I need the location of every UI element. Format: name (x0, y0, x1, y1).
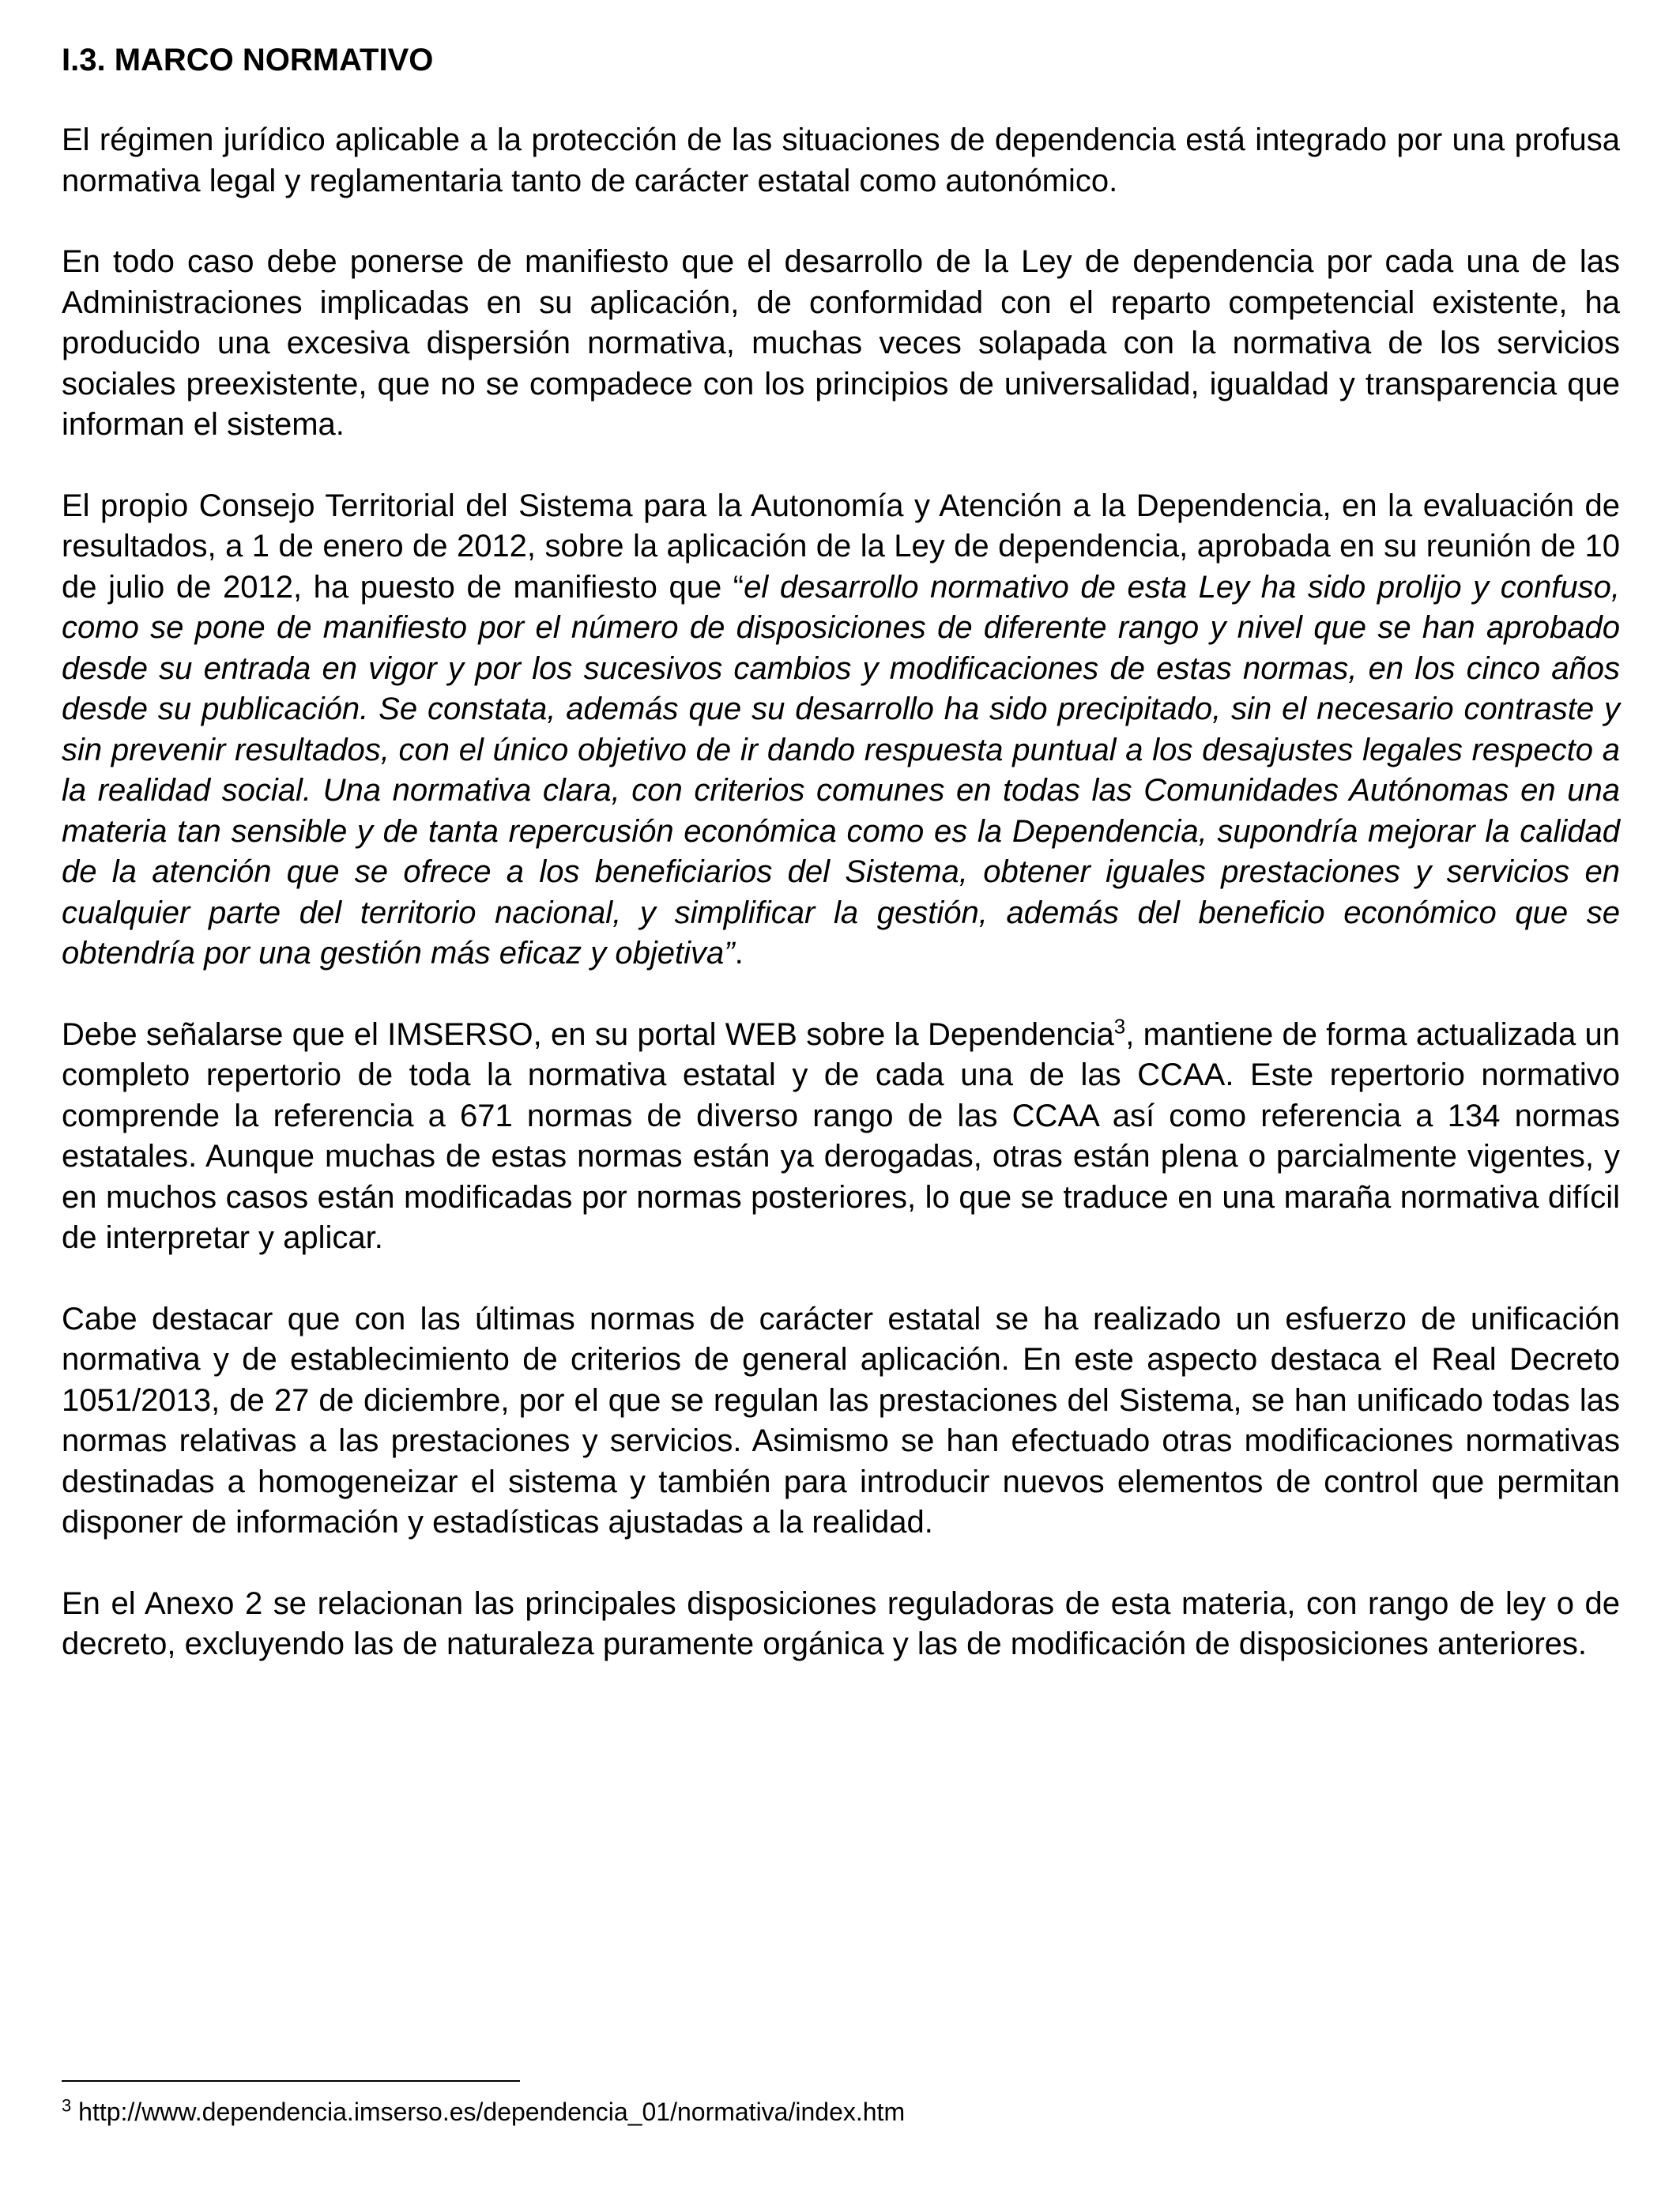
footnote-number: 3 (62, 2095, 72, 2116)
paragraph-imserso-repertoire (62, 1015, 1620, 1259)
paragraph-legal-regime: El régimen jurídico aplicable a la protección de las situaciones de dependencia está integrado por una profusa normativa legal y reglamentaria tanto de carácter estatal como autonómico. (62, 123, 1620, 198)
footnote-reference[interactable]: 3 (1113, 1014, 1126, 1039)
section-heading: I.3. MARCO NORMATIVO (62, 43, 434, 77)
imserso-text-before: Debe señalarse que el IMSERSO, en su portal WEB sobre la Dependencia (62, 1016, 1114, 1052)
footnote (62, 2096, 905, 2128)
imserso-text-after: , mantiene de forma actualizada un completo repertorio de toda la normativa estatal y de cada una de las CCAA. Este repertorio normativo comprende la referencia a 671 normas de diverso rango de las CCAA así como referencia a 134 normas estatales. Aunque muchas de estas normas están ya derogadas, otras están plena o parcialmente vigentes, y en muchos casos están modificadas por normas posteriores, lo que se traduce en una maraña normativa difícil de interpretar y aplicar. (62, 1016, 1621, 1255)
council-intro-text: El propio Consejo Territorial del Sistema para la Autonomía y Atención a la Dependencia, en la evaluación de resultados, a 1 de enero de 2012, sobre la aplicación de la Ley de dependencia, aprobada en su reunión de 10 de julio de 2012, ha puesto de manifiesto que “ (62, 488, 1620, 605)
footnote-separator (62, 2080, 520, 2082)
paragraph-annex-reference: En el Anexo 2 se relacionan las principales disposiciones reguladoras de esta materia, con rango de ley o de decreto, excluyendo las de naturaleza puramente orgánica y las de modificación de disposiciones anteriores. (62, 1585, 1620, 1661)
document-page (62, 40, 1620, 1706)
footnote-url[interactable]: http://www.dependencia.imserso.es/dependencia_01/normativa/index.htm (71, 2098, 906, 2126)
council-quote-end: . (734, 936, 744, 971)
paragraph-normative-dispersion: En todo caso debe ponerse de manifiesto que el desarrollo de la Ley de dependencia por cada una de las Administraciones implicadas en su aplicación, de conformidad con el reparto competencial existente, ha producido una excesiva dispersión normativa, muchas veces solapada con la normativa de los servicios sociales preexistente, que no se compadece con los principios de universalidad, igualdad y transparencia que informan el sistema. (62, 244, 1620, 442)
paragraph-unification: Cabe destacar que con las últimas normas de carácter estatal se ha realizado un esfuerzo de unificación normativa y de establecimiento de criterios de general aplicación. En este aspecto destaca el Real Decreto 1051/2013, de 27 de diciembre, por el que se regulan las prestaciones del Sistema, se han unificado todas las normas relativas a las prestaciones y servicios. Asimismo se han efectuado otras modificaciones normativas destinadas a homogeneizar el sistema y también para introducir nuevos elementos de control que permitan disponer de información y estadísticas ajustadas a la realidad. (62, 1301, 1620, 1540)
paragraph-territorial-council (62, 486, 1620, 974)
council-quote: el desarrollo normativo de esta Ley ha sido prolijo y confuso, como se pone de manifiesto por el número de disposiciones de diferente rango y nivel que se han aprobado desde su entrada en vigor y por los sucesivos cambios y modificaciones de estas normas, en los cinco años desde su publicación. Se constata, además que su desarrollo ha sido precipitado, sin el necesario contraste y sin prevenir resultados, con el único objetivo de ir dando respuesta puntual a los desajustes legales respecto a la realidad social. Una normativa clara, con criterios comunes en todas las Comunidades Autónomas en una materia tan sensible y de tanta repercusión económica como es la Dependencia, supondría mejorar la calidad de la atención que se ofrece a los beneficiarios del Sistema, obtener iguales prestaciones y servicios en cualquier parte del territorio nacional, y simplificar la gestión, además del beneficio económico que se obtendría por una gestión más eficaz y objetiva” (62, 569, 1620, 971)
